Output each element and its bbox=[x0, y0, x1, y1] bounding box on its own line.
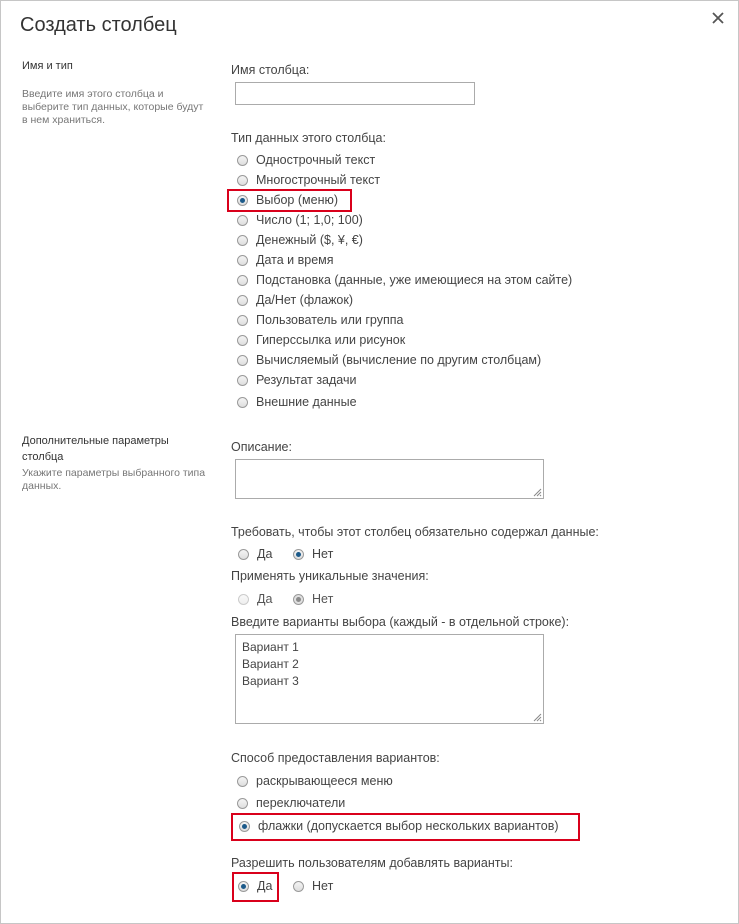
fill-in-yes-radio[interactable] bbox=[238, 877, 272, 895]
radio-icon bbox=[238, 881, 249, 892]
option-label: Гиперссылка или рисунок bbox=[256, 333, 406, 347]
option-label: Да bbox=[257, 547, 273, 561]
section-extra-description: Укажите параметры выбранного типа данных. bbox=[22, 467, 206, 492]
close-icon[interactable] bbox=[710, 10, 726, 26]
data-type-option[interactable] bbox=[237, 171, 380, 189]
section-extra-title: Дополнительные параметры столбца bbox=[22, 435, 169, 463]
data-type-option[interactable] bbox=[237, 211, 363, 229]
option-label: Выбор (меню) bbox=[256, 193, 339, 207]
display-option-radio[interactable] bbox=[237, 794, 345, 812]
choice-line: Вариант 1 bbox=[242, 640, 299, 654]
radio-icon bbox=[237, 175, 248, 186]
fill-in-label: Разрешить пользователям добавлять варианты: bbox=[231, 856, 513, 870]
radio-icon bbox=[293, 881, 304, 892]
display-label: Способ предоставления вариантов: bbox=[231, 751, 440, 765]
option-label: Денежный ($, ¥, €) bbox=[256, 233, 363, 247]
column-name-label: Имя столбца: bbox=[231, 63, 310, 77]
option-label: Пользователь или группа bbox=[256, 313, 404, 327]
description-label: Описание: bbox=[231, 440, 292, 454]
data-type-option[interactable] bbox=[237, 331, 405, 349]
require-no-radio[interactable] bbox=[293, 545, 333, 563]
section-name-type-title: Имя и тип bbox=[22, 60, 73, 72]
radio-icon bbox=[237, 776, 248, 787]
data-type-option[interactable] bbox=[237, 151, 375, 169]
resize-grip-icon[interactable] bbox=[533, 488, 542, 497]
option-label: Вычисляемый (вычисление по другим столбцам) bbox=[256, 353, 542, 367]
option-label: Результат задачи bbox=[256, 373, 357, 387]
radio-icon bbox=[237, 375, 248, 386]
require-label: Требовать, чтобы этот столбец обязательно содержал данные: bbox=[231, 525, 599, 539]
option-label: переключатели bbox=[256, 796, 346, 810]
data-type-option[interactable] bbox=[237, 311, 403, 329]
radio-icon bbox=[237, 235, 248, 246]
radio-icon bbox=[237, 155, 248, 166]
option-label: Да bbox=[257, 879, 273, 893]
option-label: Подстановка (данные, уже имеющиеся на этом сайте) bbox=[256, 273, 573, 287]
radio-icon bbox=[237, 275, 248, 286]
description-input[interactable] bbox=[235, 459, 544, 499]
radio-icon bbox=[237, 397, 248, 408]
dialog-title: Создать столбец bbox=[20, 14, 177, 36]
display-option-dropdown[interactable] bbox=[237, 772, 393, 790]
option-label: Да/Нет (флажок) bbox=[256, 293, 354, 307]
option-label: Внешние данные bbox=[256, 395, 357, 409]
unique-no-radio[interactable] bbox=[293, 590, 333, 608]
choice-line: Вариант 3 bbox=[242, 674, 299, 688]
radio-icon bbox=[293, 549, 304, 560]
radio-icon bbox=[238, 594, 249, 605]
fill-in-no-radio[interactable] bbox=[293, 877, 333, 895]
choices-label: Введите варианты выбора (каждый - в отдельной строке): bbox=[231, 615, 570, 629]
option-label: Число (1; 1,0; 100) bbox=[256, 213, 363, 227]
data-type-option[interactable] bbox=[237, 371, 356, 389]
data-type-option[interactable] bbox=[237, 271, 572, 289]
radio-icon bbox=[237, 195, 248, 206]
radio-icon bbox=[237, 335, 248, 346]
section-name-type-description: Введите имя этого столбца и выберите тип данных, которые будут в нем храниться. bbox=[22, 88, 204, 126]
unique-label: Применять уникальные значения: bbox=[231, 569, 429, 583]
display-option-checkboxes[interactable] bbox=[239, 817, 559, 835]
radio-icon bbox=[237, 295, 248, 306]
radio-icon bbox=[293, 594, 304, 605]
data-type-option[interactable] bbox=[237, 393, 357, 411]
option-label: Нет bbox=[312, 547, 334, 561]
option-label: Нет bbox=[312, 592, 334, 606]
resize-grip-icon[interactable] bbox=[533, 713, 542, 722]
radio-icon bbox=[237, 355, 248, 366]
data-type-label: Тип данных этого столбца: bbox=[231, 131, 386, 145]
option-label: Дата и время bbox=[256, 253, 334, 267]
option-label: раскрывающееся меню bbox=[256, 774, 393, 788]
option-label: Однострочный текст bbox=[256, 153, 376, 167]
unique-yes-radio[interactable] bbox=[238, 590, 272, 608]
option-label: флажки (допускается выбор нескольких вариантов) bbox=[258, 819, 559, 833]
radio-icon bbox=[237, 255, 248, 266]
column-name-input[interactable] bbox=[235, 82, 475, 105]
data-type-option[interactable] bbox=[237, 291, 353, 309]
data-type-option[interactable] bbox=[237, 251, 334, 269]
option-label: Нет bbox=[312, 879, 334, 893]
radio-icon bbox=[239, 821, 250, 832]
option-label: Многострочный текст bbox=[256, 173, 381, 187]
radio-icon bbox=[237, 215, 248, 226]
option-label: Да bbox=[257, 592, 273, 606]
radio-icon bbox=[237, 798, 248, 809]
data-type-option[interactable] bbox=[237, 191, 338, 209]
radio-icon bbox=[238, 549, 249, 560]
choices-input[interactable] bbox=[235, 634, 544, 724]
choice-line: Вариант 2 bbox=[242, 657, 299, 671]
require-yes-radio[interactable] bbox=[238, 545, 272, 563]
data-type-option[interactable] bbox=[237, 351, 541, 369]
radio-icon bbox=[237, 315, 248, 326]
data-type-option[interactable] bbox=[237, 231, 363, 249]
